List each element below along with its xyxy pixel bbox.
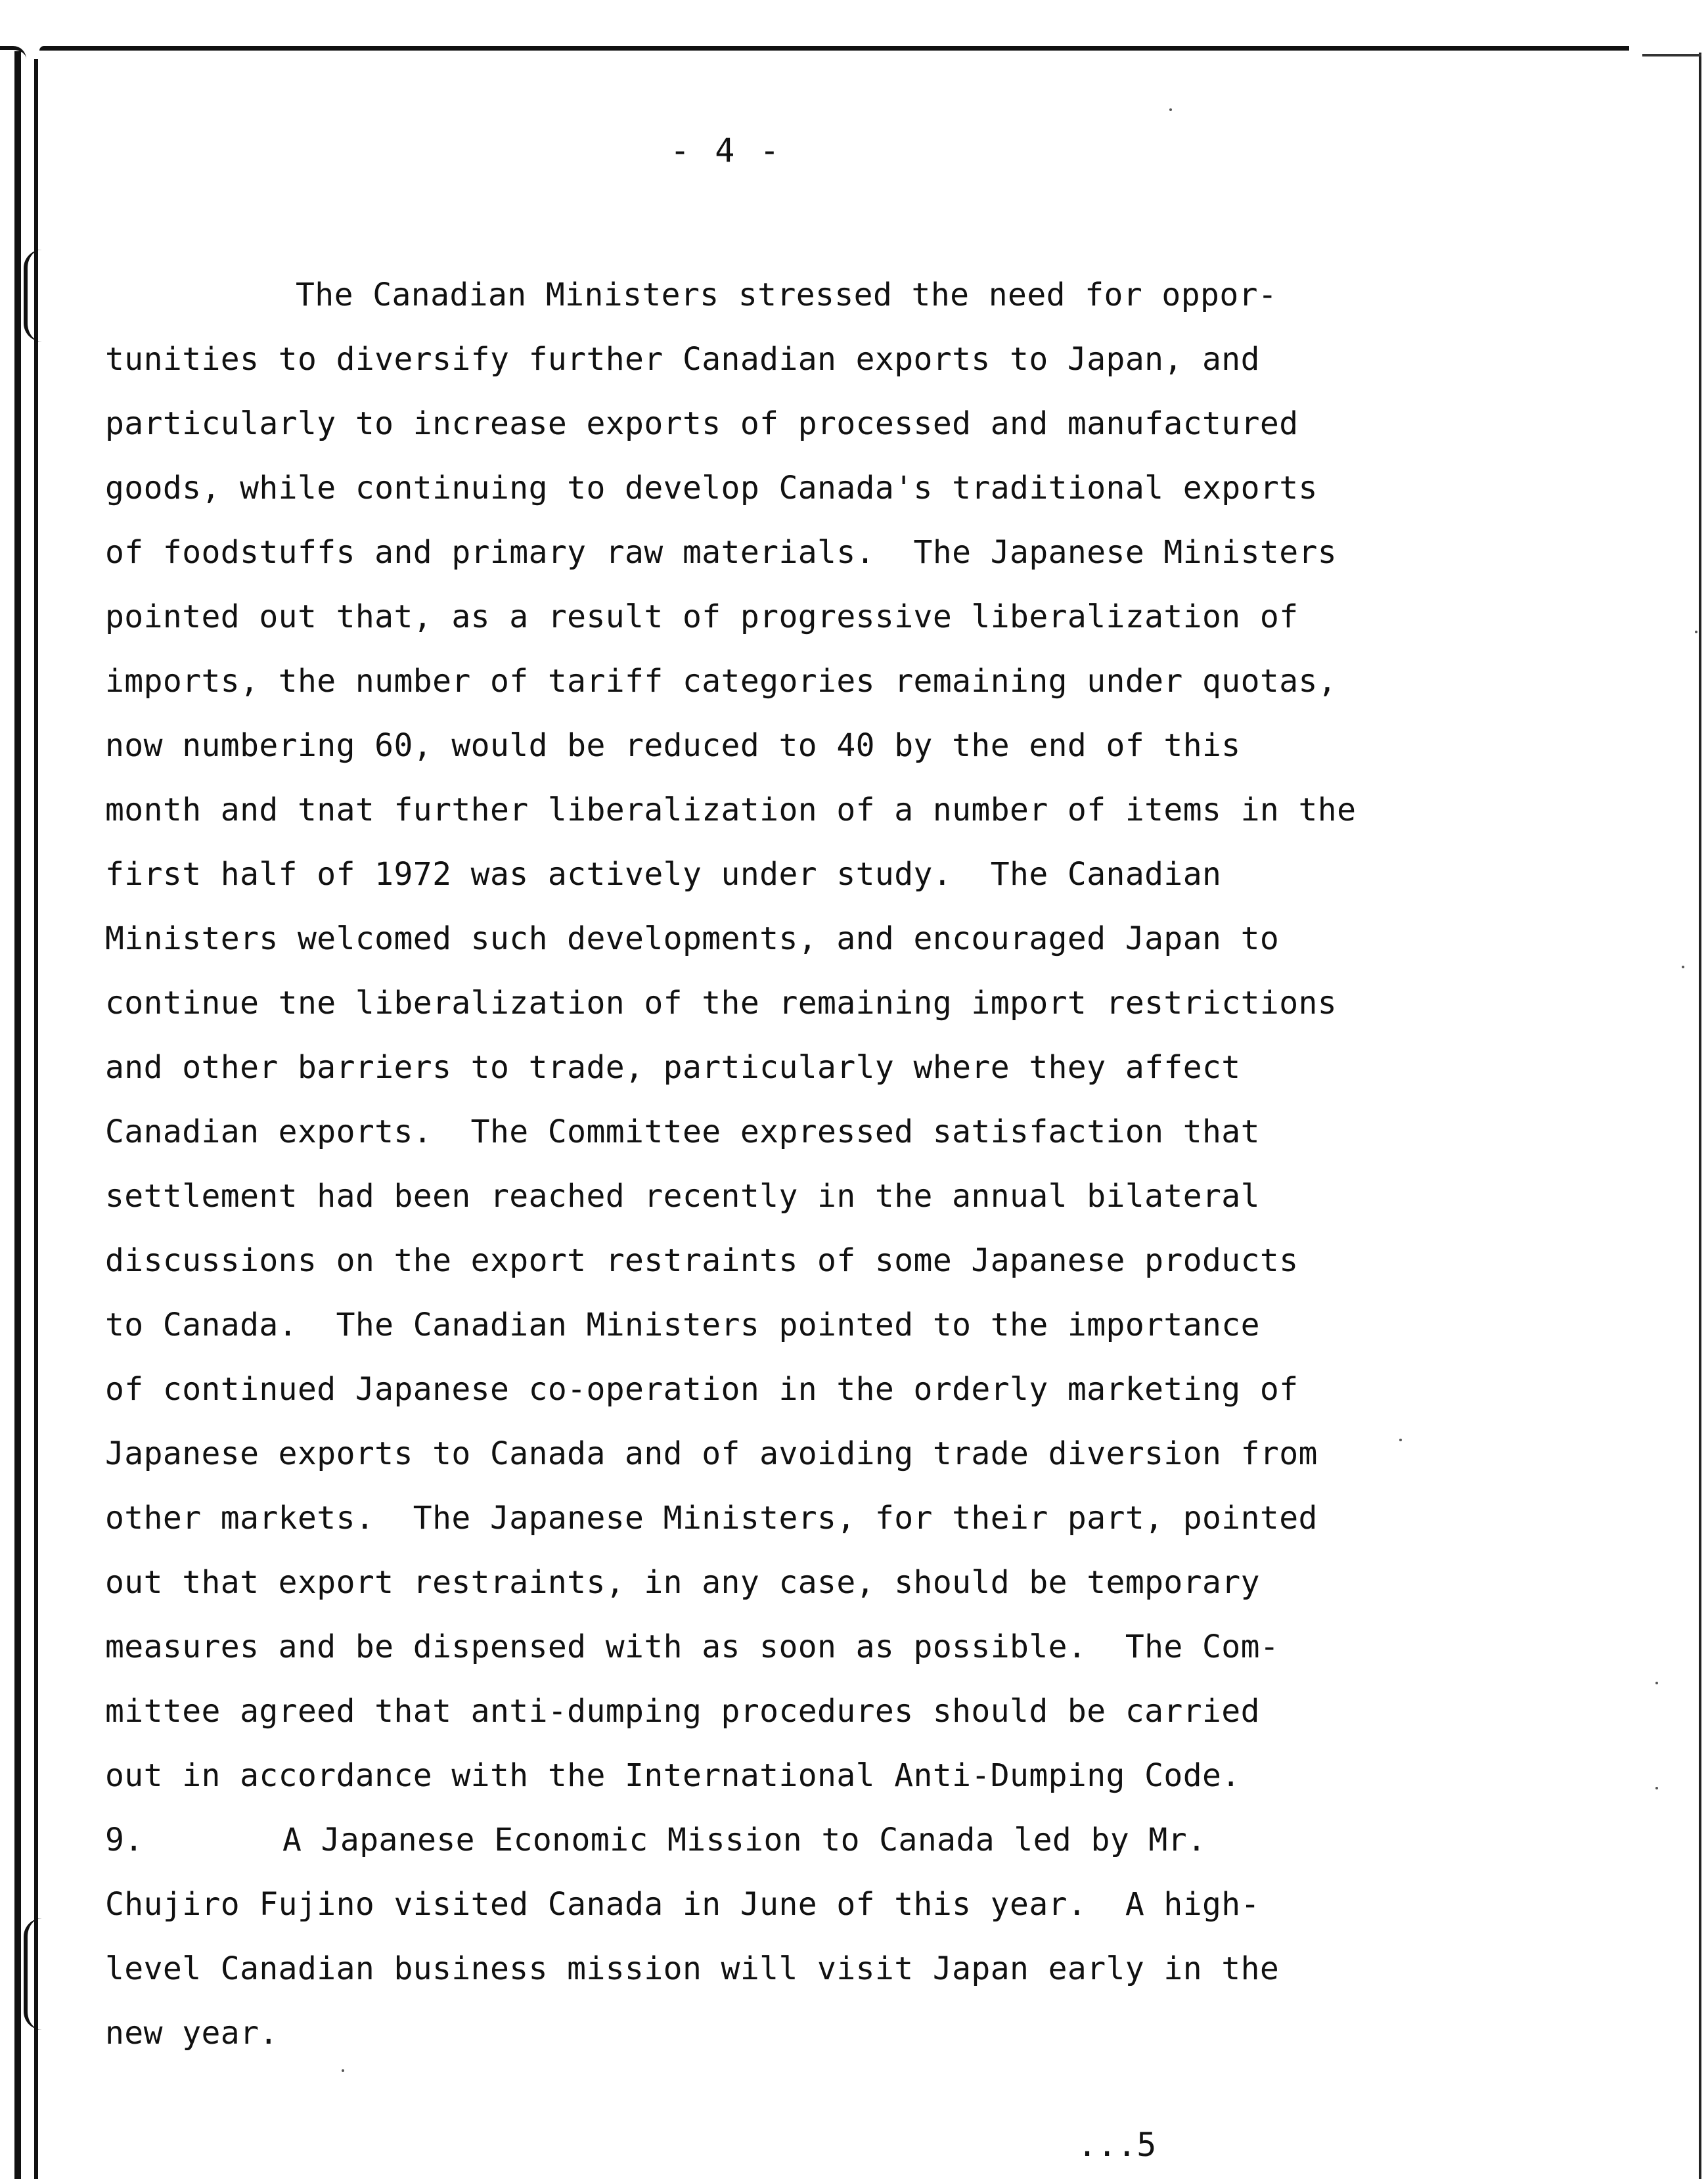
text-line: continue tne liberalization of the remaining import restrictions (105, 985, 1337, 1022)
text-line: Ministers welcomed such developments, and encouraged Japan to (105, 920, 1280, 957)
text-line: goods, while continuing to develop Canada's traditional exports (105, 470, 1318, 506)
binding-bracket-top (24, 250, 42, 342)
text-line (105, 1808, 1445, 1872)
paragraph-8 (105, 263, 1445, 1808)
text-line: level Canadian business mission will visit Japan early in the (105, 1950, 1280, 1987)
text-line: pointed out that, as a result of progressive liberalization of (105, 598, 1299, 635)
document-body (105, 263, 1445, 2065)
text-line: Japanese exports to Canada and of avoiding trade diversion from (105, 1435, 1318, 1472)
scan-speck (1655, 1682, 1658, 1684)
text-line: imports, the number of tariff categories remaining under quotas, (105, 663, 1337, 700)
scan-speck (1682, 966, 1684, 968)
text-line: new year. (105, 2015, 279, 2052)
text-line: first half of 1972 was actively under study. The Canadian (105, 856, 1222, 893)
page-frame-right-tick (1642, 54, 1701, 56)
binding-bracket-bottom (24, 1918, 42, 2030)
page-frame-left-inner (34, 59, 38, 2179)
text-line-content: A Japanese Economic Mission to Canada led by Mr. (282, 1822, 1207, 1858)
page-frame-left-outer (14, 51, 21, 2179)
text-line: settlement had been reached recently in the annual bilateral (105, 1178, 1260, 1215)
text-line: tunities to diversify further Canadian exports to Japan, and (105, 341, 1260, 378)
paragraph-9 (105, 1808, 1445, 2065)
scan-speck (1655, 1787, 1658, 1789)
text-line: The Canadian Ministers stressed the need for oppor- (296, 277, 1278, 313)
scan-speck (1169, 108, 1172, 111)
text-line: Chujiro Fujino visited Canada in June of this year. A high- (105, 1886, 1260, 1923)
page-number: - 4 - (670, 131, 782, 169)
text-line: out that export restraints, in any case, should be temporary (105, 1564, 1260, 1601)
text-line: out in accordance with the International Anti-Dumping Code. (105, 1757, 1241, 1794)
text-line: to Canada. The Canadian Ministers pointed to the importance (105, 1307, 1260, 1343)
text-line: measures and be dispensed with as soon as possible. The Com- (105, 1629, 1280, 1665)
page-frame-top (39, 46, 1629, 51)
continuation-marker: ...5 (1077, 2126, 1157, 2164)
text-line: and other barriers to trade, particularly where they affect (105, 1049, 1241, 1086)
text-line: of foodstuffs and primary raw materials. The Japanese Ministers (105, 534, 1337, 571)
page-frame-top-left (0, 46, 26, 66)
text-line: of continued Japanese co-operation in the orderly marketing of (105, 1371, 1299, 1408)
text-line: mittee agreed that anti-dumping procedures should be carried (105, 1693, 1260, 1730)
page-frame-right (1699, 53, 1701, 2179)
paragraph-number: 9. (105, 1822, 144, 1858)
scan-speck (342, 2069, 344, 2072)
text-line: discussions on the export restraints of some Japanese products (105, 1242, 1299, 1279)
text-line: other markets. The Japanese Ministers, for their part, pointed (105, 1500, 1318, 1537)
scan-speck (1695, 631, 1697, 633)
text-line: particularly to increase exports of processed and manufactured (105, 405, 1299, 442)
text-line: now numbering 60, would be reduced to 40 by the end of this (105, 727, 1241, 764)
text-line: month and tnat further liberalization of a number of items in the (105, 792, 1357, 828)
text-line: Canadian exports. The Committee expressed satisfaction that (105, 1113, 1260, 1150)
